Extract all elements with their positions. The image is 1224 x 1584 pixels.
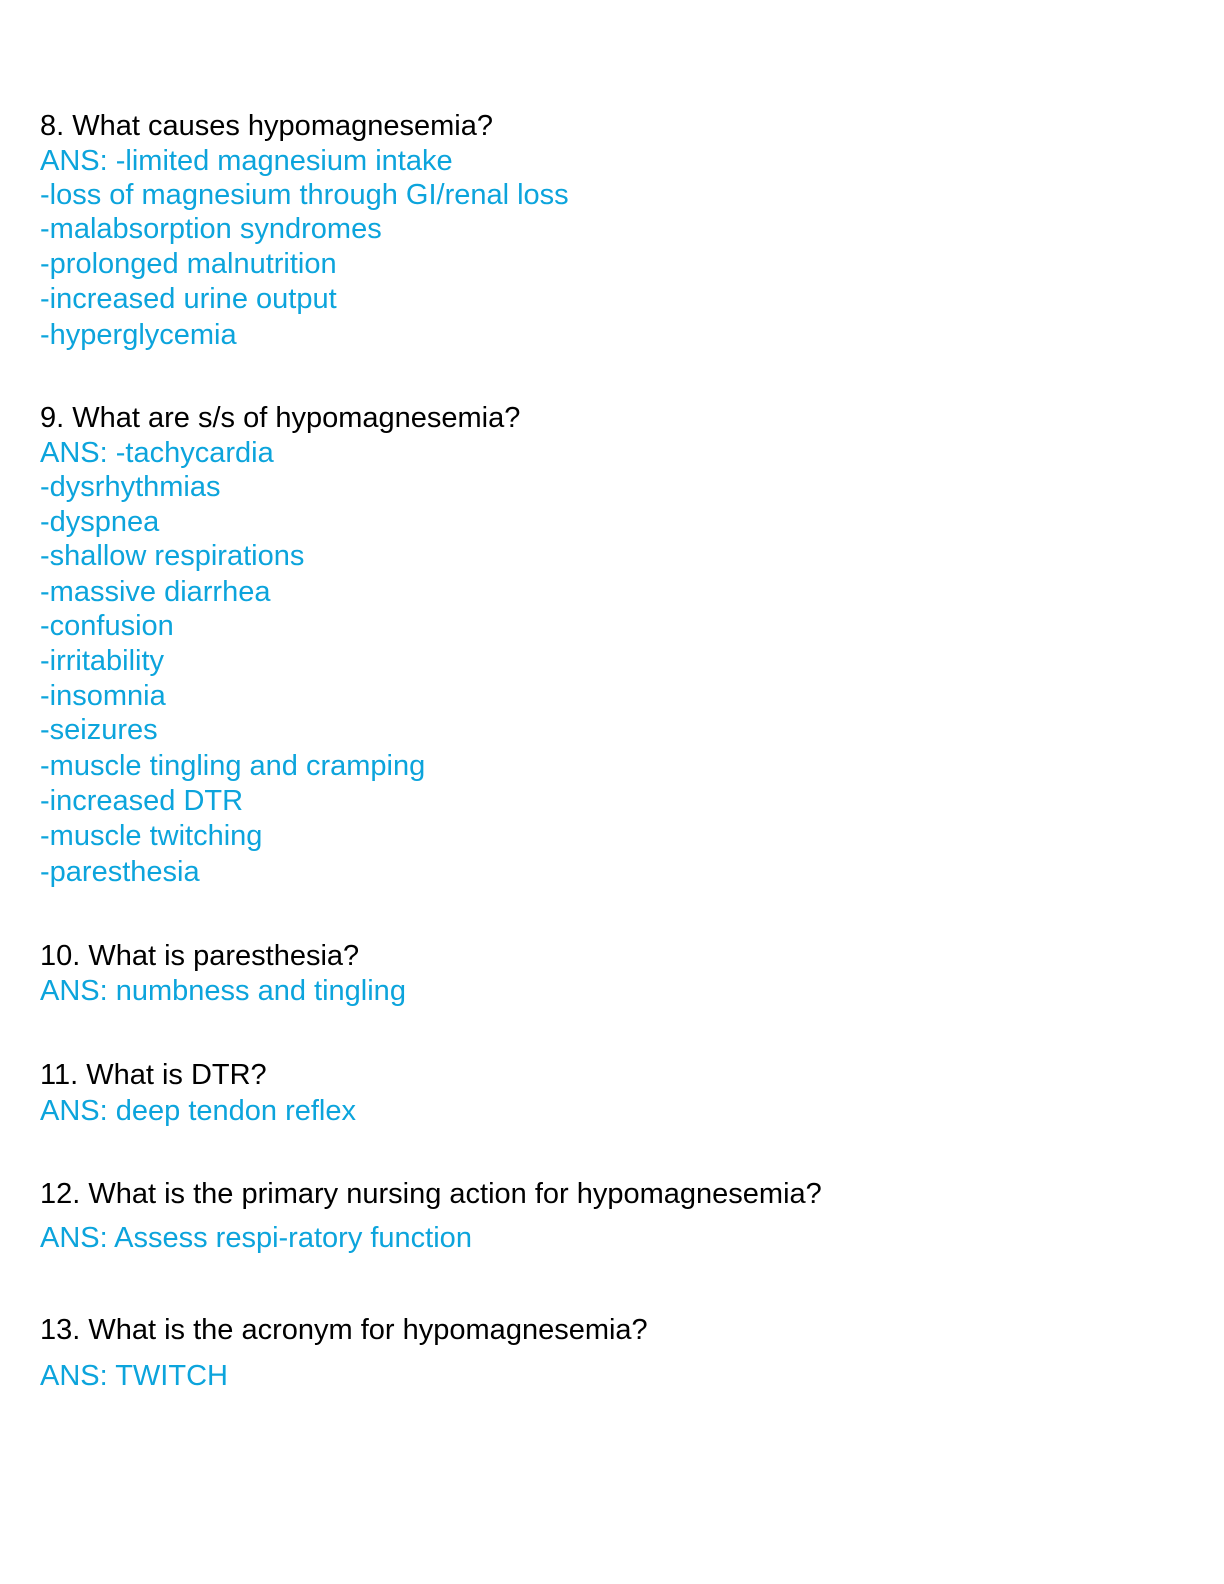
answer-9-line-7: -irritability	[40, 645, 165, 677]
question-12: 12. What is the primary nursing action for hypomagnesemia?	[40, 1178, 822, 1210]
answer-9-line-5: -massive diarrhea	[40, 576, 271, 608]
answer-9-line-12: -muscle twitching	[40, 820, 263, 852]
answer-10: ANS: numbness and tingling	[40, 975, 406, 1007]
question-11: 11. What is DTR?	[40, 1059, 267, 1091]
answer-9-line-3: -dyspnea	[40, 506, 160, 538]
answer-9-line-6: -confusion	[40, 610, 174, 642]
question-10: 10. What is paresthesia?	[40, 940, 360, 972]
answer-8-line-4: -prolonged malnutrition	[40, 248, 337, 280]
question-8: 8. What causes hypomagnesemia?	[40, 110, 493, 142]
answer-9-line-13: -paresthesia	[40, 856, 200, 888]
answer-12: ANS: Assess respi-ratory function	[40, 1222, 472, 1254]
answer-8-line-2: -loss of magnesium through GI/renal loss	[40, 179, 569, 211]
question-9: 9. What are s/s of hypomagnesemia?	[40, 402, 521, 434]
answer-9-line-4: -shallow respirations	[40, 540, 305, 572]
answer-9-line-10: -muscle tingling and cramping	[40, 750, 426, 782]
answer-13: ANS: TWITCH	[40, 1360, 228, 1392]
answer-8-line-5: -increased urine output	[40, 283, 337, 315]
answer-9-line-1: ANS: -tachycardia	[40, 437, 274, 469]
answer-9-line-2: -dysrhythmias	[40, 471, 221, 503]
answer-8-line-6: -hyperglycemia	[40, 319, 237, 351]
answer-9-line-11: -increased DTR	[40, 785, 244, 817]
answer-8-line-1: ANS: -limited magnesium intake	[40, 145, 453, 177]
answer-8-line-3: -malabsorption syndromes	[40, 213, 382, 245]
answer-9-line-9: -seizures	[40, 714, 158, 746]
question-13: 13. What is the acronym for hypomagnesemia?	[40, 1314, 648, 1346]
answer-11: ANS: deep tendon reflex	[40, 1095, 356, 1127]
answer-9-line-8: -insomnia	[40, 680, 166, 712]
